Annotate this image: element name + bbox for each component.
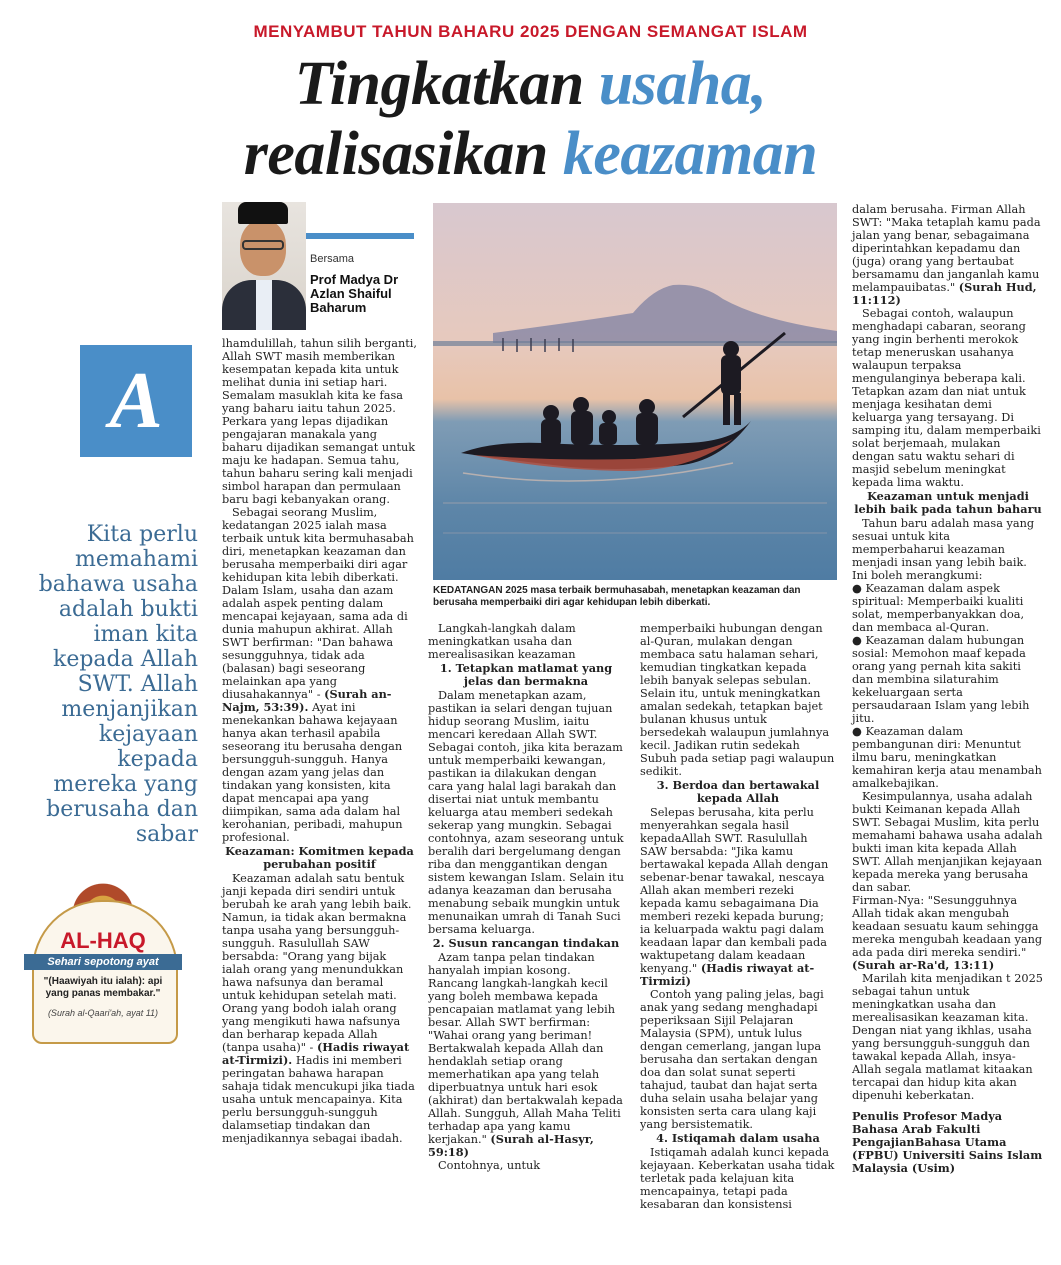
- photo-caption: KEDATANGAN 2025 masa terbaik bermuhasabah, menetapkan keazaman dan berusaha memperbaiki diri agar kehidupan lebih diberkati.: [433, 585, 801, 608]
- paragraph: Sebagai seorang Muslim, kedatangan 2025 ialah masa terbaik untuk kita bermuhasabah diri, menetapkan keazaman dan berusaha memperbaiki diri agar kehidupan kita lebih diberkati. Dalam Islam, usaha dan azam adalah aspek penting dalam mencapai kejayaan, sama ada di dunia mahupun akhirat. Allah SWT berfirman: "Dan bahawa sesungguhnya, tidak ada (balasan) bagi seseorang melainkan apa yang diusahakannya" - (Surah an-Najm, 53:39). Ayat ini menekankan bahawa kejayaan hanya akan terhasil apabila seseorang itu berusaha dengan bersungguh-sungguh. Hanya dengan azam yang jelas dan tindakan yang konsisten, kita dapat mencapai apa yang diimpikan, sama ada dalam hal kerohanian, peribadi, mahupun profesional.: [222, 506, 414, 844]
- article-column-2: [428, 622, 624, 1172]
- author-byline: [310, 253, 420, 315]
- author-name: Prof Madya Dr Azlan Shaiful Baharum: [310, 272, 399, 315]
- paragraph: lhamdulillah, tahun silih berganti, Allah SWT masih memberikan kesempatan kepada kita untuk melihat dunia ini setiap hari. Semalam masuklah kita ke fasa yang baharu iaitu tahun 2025. Perkara yang lepas dijadikan pengajaran manakala yang baharu dijadikan semangat untuk maju ke hadapan. Semua tahu, tahun baharu sering kali menjadi simbol harapan dan permulaan baru bagi kebanyakan orang.: [222, 337, 417, 506]
- subheading: 1. Tetapkan matlamat yang jelas dan bermakna: [439, 661, 613, 688]
- author-bar: [306, 233, 414, 239]
- paragraph: Marilah kita menjadikan t 2025 sebagai tahun untuk meningkatkan usaha dan merealisasikan keazaman kita. Dengan niat yang ikhlas, usaha yang bersungguh-sungguh dan tawakal kepada Allah, insya-Allah segala matlamat kitaakan tercapai dan hidup kita akan dipenuhi keberkatan.: [852, 972, 1043, 1102]
- kicker: MENYAMBUT TAHUN BAHARU 2025 DENGAN SEMANGAT ISLAM: [253, 22, 808, 41]
- paragraph: Sebagai contoh, walaupun menghadapi cabaran, seorang yang ingin berhenti merokok tetap meneruskan usahanya walaupun terpaksa mengulanginya beberapa kali. Tetapkan azam dan niat untuk menjaga kesihatan demi keluarga yang tersayang. Di samping itu, dalam memperbaiki solat berjemaah, mulakan dengan satu waktu sehari di masjid sebelum meningkat kepada lima waktu.: [852, 307, 1041, 489]
- headline-word-dark: realisasikan: [243, 120, 548, 188]
- paragraph: Selepas berusaha, kita perlu menyerahkan segala hasil kepadaAllah SWT. Rasulullah SAW bersabda: "Jika kamu bertawakal kepada Allah dengan sebenar-benar tawakal, nescaya Allah akan memberi rezeki kepada kamu sebagaimana Dia memberi rezeki kepada burung; ia keluarpada waktu pagi dalam keadaan lapar dan kembali pada waktupetang dalam keadaan kenyang." (Hadis riwayat at-Tirmizi): [640, 806, 829, 988]
- paragraph: Azam tanpa pelan tindakan hanyalah impian kosong. Rancang langkah-langkah kecil yang boleh membawa kepada pencapaian matlamat yang lebih besar. Allah SWT berfirman: "Wahai orang yang beriman! Bertakwalah kepada Allah dan hendaklah setiap orang memerhatikan apa yang telah diperbuatnya untuk hari esok (akhirat) dan bertakwalah kepada Allah. Sungguh, Allah Maha Teliti terhadap apa yang kamu kerjakan." (Surah al-Hasyr, 59:18): [428, 951, 623, 1159]
- bullet-item: ● Keazaman dalam hubungan sosial: Memohon maaf kepada orang yang pernah kita sakiti dan membina silaturahim kekeluargaan serta persaudaraan Islam yang lebih jitu.: [852, 634, 1030, 725]
- article-column-3: [640, 622, 836, 1211]
- paragraph: Kesimpulannya, usaha adalah bukti Keimanan kepada Allah SWT. Sebagai Muslim, kita perlu memahami bahawa usaha adalah bukti iman kita kepada Allah SWT. Allah menjanjikan kejayaan kepada mereka yang berusaha dan sabar.: [852, 790, 1043, 894]
- pull-quote: Kita perlu memahami bahawa usaha adalah bukti iman kita kepada Allah SWT. Allah menjanjikan kejayaan kepada mereka yang berusaha dan sabar: [38, 522, 198, 847]
- article-column-1: [222, 337, 417, 1145]
- paragraph: memperbaiki hubungan dengan al-Quran, mulakan dengan membaca satu halaman sehari, kemudian tingkatkan kepada lebih banyak selepas sebulan. Selain itu, untuk meningkatkan amalan sedekah, tetapkan bajet bulanan khusus untuk bersedekah walaupun jumlahnya kecil. Jadikan rutin sedekah Subuh pada setiap pagi walaupun sedikit.: [640, 622, 835, 778]
- paragraph: Istiqamah adalah kunci kepada kejayaan. Keberkatan usaha tidak terletak pada kelajuan kita mencapainya, tetapi pada kesabaran dan konsistensi: [640, 1146, 835, 1211]
- subheading: 3. Berdoa dan bertawakal kepada Allah: [656, 778, 820, 805]
- headline-word-blue: keazaman: [562, 120, 818, 188]
- paragraph: Contoh yang paling jelas, bagi anak yang sedang menghadapi peperiksaan Sijil Pelajaran Malaysia (SPM), untuk lulus dengan cemerlang, jangan lupa berusaha dan sertakan dengan doa dan solat sunat seperti tahajud, taubat dan hajat serta duha selain usaha belajar yang konsisten serta cara ulang kaji yang bersistematik.: [640, 988, 824, 1131]
- author-photo: [222, 202, 306, 330]
- al-haq-subtitle: Sehari sepotong ayat: [24, 954, 182, 970]
- paragraph: Contohnya, untuk: [438, 1159, 541, 1172]
- headline-line-1: [0, 52, 1061, 116]
- al-haq-source: (Surah al-Qaari'ah, ayat 11): [47, 1008, 159, 1018]
- subheading: Keazaman: Komitmen kepada perubahan positif: [225, 844, 414, 871]
- paragraph: Langkah-langkah dalam meningkatkan usaha dan merealisasikan keazaman: [428, 622, 576, 661]
- author-by-label: Bersama: [310, 253, 355, 265]
- paragraph: Dalam menetapkan azam, pastikan ia selari dengan tujuan hidup seorang Muslim, iaitu mencari keredaan Allah SWT. Sebagai contoh, jika kita berazam untuk memperbaiki kewangan, pastikan ia dilakukan dengan cara yang halal lagi barakah dan disertai niat untuk membantu keluarga atau memberi sedekah sekerap yang mungkin. Sebagai contohnya, azam seseorang untuk beralih dari bergelumang dengan riba dan menggantikan dengan sistem kewangan Islam. Selain itu adanya keazaman dan berusaha menabung sebaik mungkin untuk menunaikan umrah di Tanah Suci bersama keluarga.: [428, 689, 624, 936]
- paragraph: Keazaman adalah satu bentuk janji kepada diri sendiri untuk berubah ke arah yang lebih baik. Namun, ia tidak akan bermakna tanpa usaha yang bersungguh-sungguh. Rasulullah SAW bersabda: "Orang yang bijak ialah orang yang menundukkan hawa nafsunya dan beramal untuk kehidupan setelah mati. Orang yang bodoh ialah orang yang mengikuti hawa nafsunya dan berharap kepada Allah (tanpa usaha)" - (Hadis riwayat at-Tirmizi). Hadis ini memberi peringatan bahawa harapan sahaja tidak mencukupi jika tiada usaha untuk mencapainya. Kita perlu bersungguh-sungguh dalamsetiap tindakan dan menjadikannya sebagai ibadah.: [222, 872, 415, 1145]
- headline-word-dark: Tingkatkan: [294, 50, 584, 118]
- arch-frame: [32, 900, 178, 1044]
- paragraph: Tahun baru adalah masa yang sesuai untuk kita memperbaharui keazaman menjadi insan yang lebih baik. Ini boleh merangkumi:: [852, 517, 1035, 582]
- headline-word-blue: usaha,: [598, 50, 767, 118]
- headline-line-2: [0, 122, 1061, 186]
- writer-note: Penulis Profesor Madya Bahasa Arab Fakulti PengajianBahasa Utama (FPBU) Universiti Sains Islam Malaysia (Usim): [852, 1109, 1043, 1175]
- paragraph: Firman-Nya: "Sesungguhnya Allah tidak akan mengubah keadaan sesuatu kaum sehingga mereka mengubah keadaan yang ada pada diri mereka sendiri." (Surah ar-Ra'd, 13:11): [852, 894, 1043, 972]
- article-column-4: [852, 203, 1044, 1175]
- al-haq-title: AL-HAQ: [60, 928, 146, 953]
- subheading: 4. Istiqamah dalam usaha: [656, 1131, 820, 1145]
- boat-sunset-photo: [433, 203, 837, 580]
- subheading: 2. Susun rancangan tindakan: [432, 936, 620, 950]
- drop-cap: A: [80, 345, 192, 457]
- al-haq-box: [18, 874, 188, 1054]
- subheading: Keazaman untuk menjadi lebih baik pada tahun baharu: [854, 489, 1042, 516]
- bullet-item: ● Keazaman dalam aspek spiritual: Memperbaiki kualiti solat, memperbanyakkan doa, dan membaca al-Quran.: [852, 582, 1025, 634]
- paragraph: dalam berusaha. Firman Allah SWT: "Maka tetaplah kamu pada jalan yang benar, sebagaimana diperintahkan kepadamu dan (juga) orang yang bertaubat bersamamu dan janganlah kamu melampauibatas." (Surah Hud, 11:112): [852, 203, 1041, 307]
- al-haq-verse: "(Haawiyah itu ialah): api yang panas membakar.": [43, 976, 163, 999]
- bullet-item: ● Keazaman dalam pembangunan diri: Menuntut ilmu baru, meningkatkan kemahiran kerja atau menambah amalkebajikan.: [852, 725, 1042, 790]
